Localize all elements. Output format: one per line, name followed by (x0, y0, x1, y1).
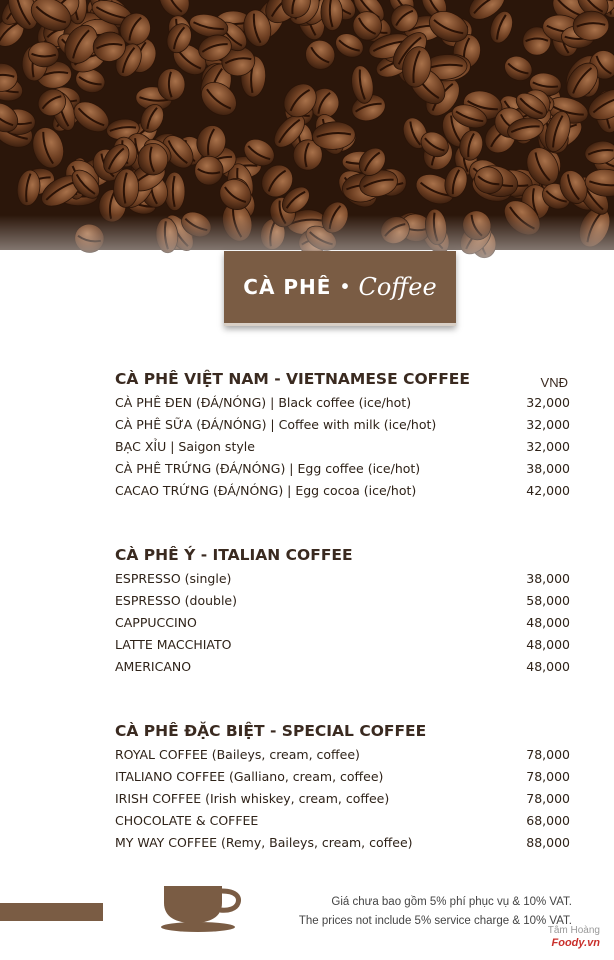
section-special-coffee (115, 719, 570, 853)
item-price: 48,000 (526, 614, 570, 630)
title-vn: CÀ PHÊ (243, 275, 332, 299)
item-name: IRISH COFFEE (Irish whiskey, cream, coffee) (115, 790, 390, 806)
item-price: 48,000 (526, 658, 570, 674)
price-note (299, 893, 572, 931)
title-en: Coffee (358, 273, 437, 301)
menu-item (115, 633, 570, 655)
item-price: 68,000 (526, 812, 570, 828)
menu-item (115, 787, 570, 809)
section-title (115, 543, 570, 567)
section-title (115, 367, 570, 391)
item-price: 38,000 (526, 570, 570, 586)
watermark (548, 924, 600, 950)
item-name: ESPRESSO (double) (115, 592, 237, 608)
menu-item (115, 743, 570, 765)
item-price: 78,000 (526, 768, 570, 784)
item-name: LATTE MACCHIATO (115, 636, 232, 652)
menu-item (115, 479, 570, 501)
watermark-brand: Foody.vn (551, 937, 600, 949)
menu-item (115, 413, 570, 435)
price-note-vn: Giá chưa bao gồm 5% phí phục vụ & 10% VAT. (331, 896, 572, 908)
item-price: 32,000 (526, 394, 570, 410)
item-name: MY WAY COFFEE (Remy, Baileys, cream, coffee) (115, 834, 413, 850)
menu-item (115, 655, 570, 677)
item-name: CHOCOLATE & COFFEE (115, 812, 259, 828)
item-price: 78,000 (526, 746, 570, 762)
item-name: CÀ PHÊ ĐEN (ĐÁ/NÓNG) | Black coffee (ice/hot) (115, 394, 412, 410)
currency-label: VNĐ (540, 375, 568, 390)
item-price: 58,000 (526, 592, 570, 608)
item-name: CÀ PHÊ TRỨNG (ĐÁ/NÓNG) | Egg coffee (ice/hot) (115, 460, 421, 476)
section-title-text: CÀ PHÊ ĐẶC BIỆT - SPECIAL COFFEE (115, 722, 427, 740)
item-price: 48,000 (526, 636, 570, 652)
item-name: CAPPUCCINO (115, 614, 197, 630)
section-italian-coffee (115, 543, 570, 677)
item-name: CACAO TRỨNG (ĐÁ/NÓNG) | Egg cocoa (ice/hot) (115, 482, 417, 498)
section-vietnamese-coffee (115, 367, 570, 501)
item-name: BẠC XỈU | Saigon style (115, 438, 255, 454)
item-price: 32,000 (526, 438, 570, 454)
menu-item (115, 611, 570, 633)
footer-accent-bar (0, 903, 103, 921)
menu-item (115, 457, 570, 479)
item-price: 78,000 (526, 790, 570, 806)
item-price: 42,000 (526, 482, 570, 498)
menu-item (115, 391, 570, 413)
title-separator: • (341, 275, 349, 298)
item-name: AMERICANO (115, 658, 192, 674)
item-name: CÀ PHÊ SỮA (ĐÁ/NÓNG) | Coffee with milk (ice/hot) (115, 416, 437, 432)
item-name: ESPRESSO (single) (115, 570, 232, 586)
section-title-text: CÀ PHÊ VIỆT NAM - VIETNAMESE COFFEE (115, 370, 470, 388)
price-note-en: The prices not include 5% service charge & 10% VAT. (298, 915, 572, 927)
item-price: 88,000 (526, 834, 570, 850)
item-price: 38,000 (526, 460, 570, 476)
menu-item (115, 567, 570, 589)
section-title-text: CÀ PHÊ Ý - ITALIAN COFFEE (115, 546, 353, 564)
menu-item (115, 809, 570, 831)
coffee-bean (157, 68, 185, 100)
menu-item (115, 831, 570, 853)
title-badge (224, 251, 456, 326)
section-title (115, 719, 570, 743)
menu-item (115, 765, 570, 787)
menu-item (115, 435, 570, 457)
menu-item (115, 589, 570, 611)
item-price: 32,000 (526, 416, 570, 432)
item-name: ITALIANO COFFEE (Galliano, cream, coffee) (115, 768, 384, 784)
item-name: ROYAL COFFEE (Baileys, cream, coffee) (115, 746, 360, 762)
coffee-cup-icon (160, 883, 246, 938)
watermark-author: Tâm Hoàng (547, 925, 600, 936)
